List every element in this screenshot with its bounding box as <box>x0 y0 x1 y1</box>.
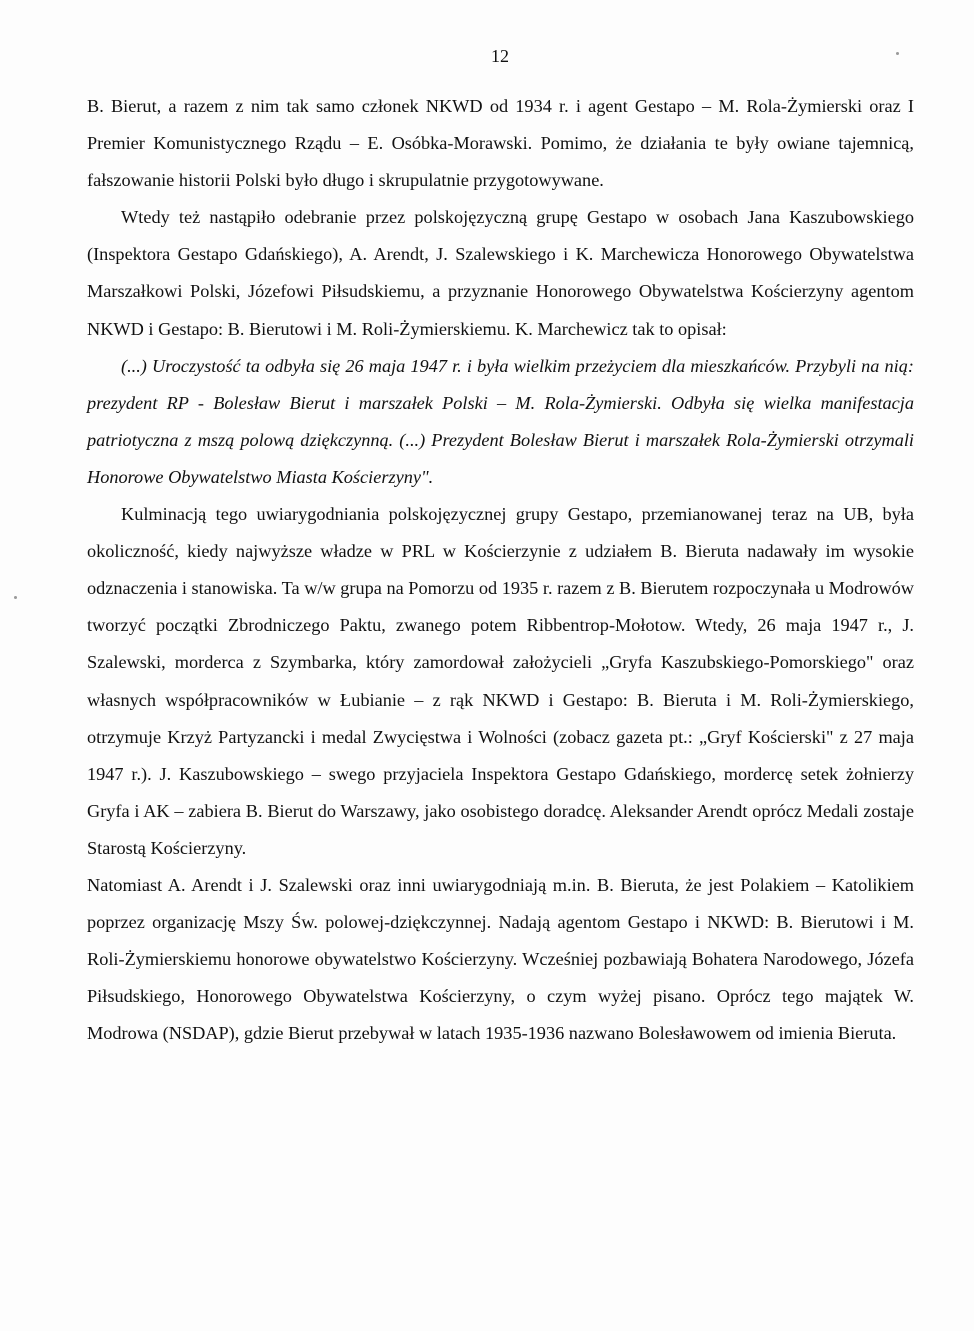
page-number: 12 <box>491 46 509 66</box>
quote-paragraph: (...) Uroczystość ta odbyła się 26 maja 1947 r. i była wielkim przeżyciem dla mieszkańców. Przybyli na nią: prezydent RP - Bolesław Bierut i marszałek Polski – M. Rola-Żymierski. Odbyła się wielka manifestacja patriotyczna z mszą polową dziękczynną. (...) Prezydent Bolesław Bierut i marszałek Rola-Żymierski otrzymali Honorowe Obywatelstwo Miasta Kościerzyny". <box>87 355 914 487</box>
scan-speck <box>896 52 899 55</box>
body-text <box>87 88 914 1052</box>
paragraph-2: Wtedy też nastąpiło odebranie przez polskojęzyczną grupę Gestapo w osobach Jana Kaszubowskiego (Inspektora Gestapo Gdańskiego), A. Arendt, J. Szalewskiego i K. Marchewicza Honorowego Obywatelstwa Marszałkowi Polski, Józefowi Piłsudskiemu, a przyznanie Honorowego Obywatelstwa Kościerzyny agentom NKWD i Gestapo: B. Bierutowi i M. Roli-Żymierskiemu. K. Marchewicz tak to opisał: <box>87 207 914 339</box>
scan-speck <box>14 596 17 599</box>
paragraph-1: B. Bierut, a razem z nim tak samo członek NKWD od 1934 r. i agent Gestapo – M. Rola-Żymierski oraz I Premier Komunistycznego Rządu – E. Osóbka-Morawski. Pomimo, że działania te były owiane tajemnicą, fałszowanie historii Polski było długo i skrupulatnie przygotowywane. <box>87 96 914 191</box>
paragraph-5: Natomiast A. Arendt i J. Szalewski oraz inni uwiarygodniają m.in. B. Bieruta, że jest Polakiem – Katolikiem poprzez organizację Mszy Św. polowej-dziękczynnej. Nadają agentom Gestapo i NKWD: B. Bierutowi i M. Roli-Żymierskiemu honorowe obywatelstwo Kościerzyny. Wcześniej pozbawiają Bohatera Narodowego, Józefa Piłsudskiego, Honorowego Obywatelstwa Kościerzyny, o czym wyżej pisano. Oprócz tego majątek W. Modrowa (NSDAP), gdzie Bierut przebywał w latach 1935-1936 nazwano Bolesławowem od imienia Bieruta. <box>87 874 914 1044</box>
paragraph-4: Kulminacją tego uwiarygodniania polskojęzycznej grupy Gestapo, przemianowanej teraz na UB, była okoliczność, kiedy najwyższe władze w PRL w Kościerzynie z udziałem B. Bieruta nadawały im wysokie odznaczenia i stanowiska. Ta w/w grupa na Pomorzu od 1935 r. razem z B. Bierutem rozpoczynała u Modrowów tworzyć początki Zbrodniczego Paktu, zwanego potem Ribbentrop-Mołotow. Wtedy, 26 maja 1947 r., J. Szalewski, morderca z Szymbarka, który zamordował założycieli „Gryfa Kaszubskiego-Pomorskiego" oraz własnych współpracowników w Łubianie – z rąk NKWD i Gestapo: B. Bieruta i M. Roli-Żymierskiego, otrzymuje Krzyż Partyzancki i medal Zwycięstwa i Wolności (zobacz gazeta pt.: „Gryf Kościerski" z 27 maja 1947 r.). J. Kaszubowskiego – swego przyjaciela Inspektora Gestapo Gdańskiego, mordercę setek żołnierzy Gryfa i AK – zabiera B. Bierut do Warszawy, jako osobistego doradcę. Aleksander Arendt oprócz Medali zostaje Starostą Kościerzyny. <box>87 504 914 858</box>
